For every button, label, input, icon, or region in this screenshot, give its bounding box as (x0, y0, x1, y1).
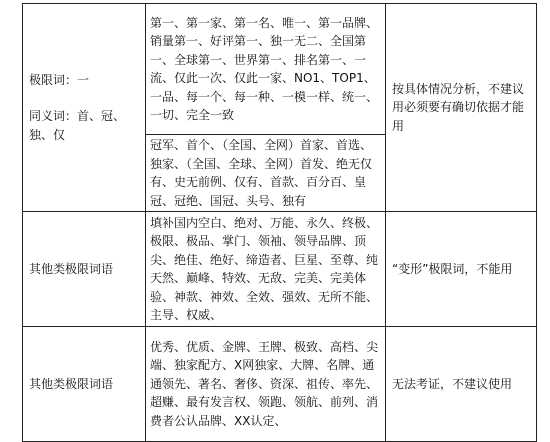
table-row (23, 327, 537, 442)
usage-rule-cell: 按具体情况分析，不建议用必须要有确切依据才能用 (386, 4, 537, 212)
category-cell (23, 4, 146, 212)
word-list-cell: 优秀、优质、金牌、王牌、极致、高档、尖端、独家配方、X网独家、大牌、名牌、通通领先、著名、奢侈、资深、祖传、率先、超赚、最有发言权、领跑、领航、前列、消费者公认品牌、XX认定、 (146, 327, 386, 442)
category-cell: 其他类极限词语 (23, 327, 146, 442)
table-row (23, 4, 537, 135)
usage-rule-cell: 无法考证，不建议使用 (386, 327, 537, 442)
usage-rule-cell: “变形”极限词，不能用 (386, 212, 537, 327)
word-list-cell: 填补国内空白、绝对、万能、永久、终极、极限、极品、掌门、领袖、领导品牌、顶尖、绝佳、绝好、缔造者、巨星、至尊、纯天然、巅峰、特效、无敌、完美、完美体验、神款、神效、全效、强效、无所不能、主导、权威、 (146, 212, 386, 327)
spacer (29, 89, 141, 107)
ad-words-table (22, 3, 537, 442)
word-list-cell: 第一、第一家、第一名、唯一、第一品牌、销量第一、好评第一、独一无二、全国第一、全球第一、世界第一、排名第一、一流、仅此一次、仅此一家、NO1、TOP1、一品、每一个、每一种、一模一样、统一、一切、完全一致 (146, 4, 386, 135)
category-cell: 其他类极限词语 (23, 212, 146, 327)
word-list-cell: 冠军、首个、（全国、全网）首家、首选、独家、（全国、全球、全网）首发、绝无仅有、史无前例、仅有、首款、百分百、皇冠、冠绝、国冠、头号、独有 (146, 135, 386, 212)
synonyms-label: 同义词：首、冠、独、仅 (29, 109, 126, 142)
table-row (23, 212, 537, 327)
category-label: 极限词：一 (29, 72, 90, 87)
